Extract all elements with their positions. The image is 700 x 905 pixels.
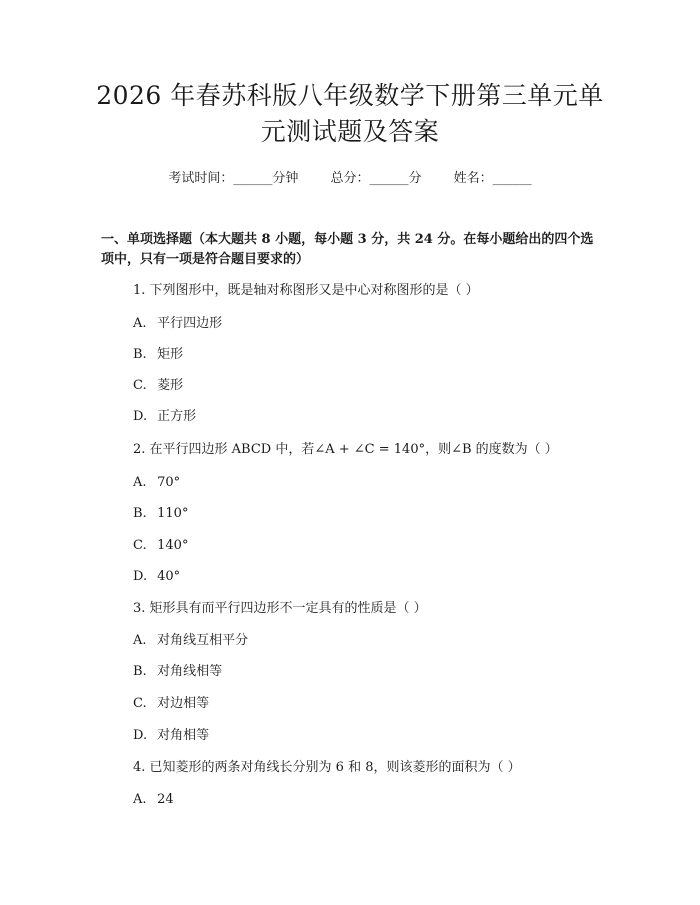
option-item: [133, 505, 188, 523]
option-label: C.: [133, 696, 147, 711]
exam-name: 姓名：______: [453, 171, 532, 186]
option-item: [133, 695, 209, 713]
option-label: D.: [133, 409, 148, 424]
option-text: 矩形: [157, 347, 184, 362]
option-label: B.: [133, 506, 147, 521]
option-item: [133, 663, 222, 681]
document-title: [60, 78, 640, 150]
option-label: D.: [133, 728, 148, 743]
option-label: B.: [133, 664, 147, 679]
option-label: C.: [133, 378, 147, 393]
section-heading: 一、单项选择题（本大题共 8 小题，每小题 3 分，共 24 分。在每小题给出的四个选项中，只有一项是符合题目要求的）: [101, 232, 594, 267]
option-label: D.: [133, 569, 148, 584]
option-text: 40°: [157, 569, 181, 584]
option-text: 对角相等: [157, 728, 210, 743]
option-item: [133, 315, 222, 333]
option-label: A.: [133, 633, 147, 648]
option-text: 对角线相等: [157, 664, 223, 679]
option-text: 70°: [157, 475, 181, 490]
exam-score: 总分：______分: [330, 171, 422, 186]
option-label: C.: [133, 538, 147, 553]
option-item: [133, 568, 180, 586]
option-item: [133, 727, 209, 745]
option-item: [133, 346, 183, 364]
option-label: A.: [133, 792, 147, 807]
question-stem: 1. 下列图形中，既是轴对称图形又是中心对称图形的是（ ）: [133, 283, 479, 298]
option-item: [133, 408, 196, 426]
option-text: 菱形: [157, 378, 184, 393]
option-text: 平行四边形: [157, 316, 223, 331]
option-item: [133, 791, 174, 809]
title-line-1: 2026 年春苏科版八年级数学下册第三单元单: [96, 81, 604, 110]
option-item: [133, 474, 180, 492]
question-stem: 3. 矩形具有而平行四边形不一定具有的性质是（ ）: [133, 601, 427, 616]
exam-time: 考试时间：______分钟: [168, 171, 299, 186]
option-text: 正方形: [157, 409, 197, 424]
option-item: [133, 632, 248, 650]
question-stem: 4. 已知菱形的两条对角线长分别为 6 和 8，则该菱形的面积为（ ）: [133, 760, 521, 775]
option-text: 对角线互相平分: [157, 633, 249, 648]
option-text: 110°: [157, 506, 189, 521]
option-text: 140°: [157, 538, 189, 553]
option-label: B.: [133, 347, 147, 362]
option-text: 24: [157, 792, 174, 807]
title-line-2: 元测试题及答案: [260, 117, 440, 146]
option-item: [133, 537, 188, 555]
option-text: 对边相等: [157, 696, 210, 711]
exam-meta: [0, 170, 700, 188]
option-label: A.: [133, 475, 147, 490]
option-item: [133, 377, 183, 395]
option-label: A.: [133, 316, 147, 331]
question-stem: 2. 在平行四边形 ABCD 中，若∠A + ∠C = 140°，则∠B 的度数为（ ）: [133, 442, 558, 457]
